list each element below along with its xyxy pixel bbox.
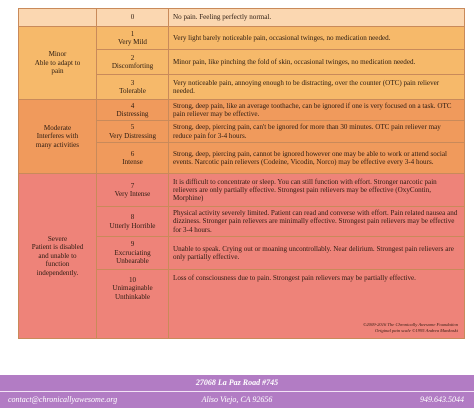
level-cell-4 <box>97 100 169 121</box>
level-number: 6 <box>130 149 135 158</box>
level-description: Very noticeable pain, annoying enough to be distracting, over the counter (OTC) pain reliever needed. <box>169 75 465 100</box>
contact-footer <box>0 375 474 408</box>
level-number: 4 <box>130 101 135 110</box>
level-description: Physical activity severely limited. Patient can read and converse with effort. Pain related nausea and dizziness. Stronger pain relievers are minimally effective. Strongest pain relievers may be effective for 3-4 hours. <box>169 207 465 237</box>
level-label: Very Distressing <box>108 131 157 140</box>
copyright-line: ©2009-2016 The Chronically Awesome Foundation <box>362 322 458 327</box>
category-cell-none <box>19 9 97 27</box>
level-cell-2 <box>97 50 169 75</box>
level-label: Distressing <box>116 110 149 118</box>
level-number: 7 <box>130 181 135 190</box>
level-label: Excruciating Unbearable <box>114 248 151 266</box>
level-number: 3 <box>130 78 135 87</box>
level-description: Strong, deep pain, like an average toothache, can be ignored if one is very focused on a task. OTC pain reliever may be effective. <box>169 100 465 121</box>
level-description: Very light barely noticeable pain, occasional twinges, no medication needed. <box>169 27 465 50</box>
level-label: Tolerable <box>119 87 146 95</box>
level-cell-10 <box>97 270 169 339</box>
category-minor: Minor Able to adapt to pain <box>19 27 97 100</box>
level-description: Strong, deep, piercing pain, can't be ignored for more than 30 minutes. OTC pain reliever may reduce pain for 3-4 hours. <box>169 121 465 143</box>
category-severe: Severe Patient is disabled and unable to function independently. <box>19 174 97 339</box>
category-moderate: Moderate Interferes with many activities <box>19 100 97 174</box>
level-cell-8 <box>97 207 169 237</box>
level-number: 5 <box>130 123 135 132</box>
footer-divider <box>0 391 474 392</box>
level-description: Strong, deep, piercing pain, cannot be ignored however one may be able to work or attend social events. Narcotic pain relievers (Codeine, Vicodin, Norco) may be effective every 3-4 hours. <box>169 143 465 174</box>
level-cell-5 <box>97 121 169 143</box>
level-description: Unable to speak. Crying out or moaning uncontrollably. Near delirium. Strongest pain relievers are only partially effective. <box>169 237 465 270</box>
level-cell-6 <box>97 143 169 174</box>
level-number: 1 <box>130 29 135 38</box>
level-description: Loss of consciousness due to pain. Strongest pain relievers may be partially effective. <box>173 274 416 282</box>
pain-level-row-0 <box>19 9 465 27</box>
level-number: 9 <box>130 240 135 249</box>
level-label: Utterly Horrible <box>109 221 156 230</box>
level-label: Discomforting <box>111 62 154 70</box>
pain-level-row-1 <box>19 27 465 50</box>
level-description-cell <box>169 270 465 339</box>
level-label: Intense <box>122 158 143 166</box>
level-number: 8 <box>130 213 135 222</box>
level-cell-3 <box>97 75 169 100</box>
level-description: No pain. Feeling perfectly normal. <box>169 9 465 27</box>
level-label: Very Intense <box>114 190 151 198</box>
level-cell-7 <box>97 174 169 207</box>
level-number: 0 <box>130 13 135 22</box>
level-cell-0 <box>97 9 169 27</box>
pain-scale-table <box>18 8 465 339</box>
level-cell-9 <box>97 237 169 270</box>
street-address: 27068 La Paz Road #745 <box>195 378 279 387</box>
copyright-credits <box>363 322 458 334</box>
level-label: Very Mild <box>118 38 147 46</box>
level-number: 2 <box>130 53 135 62</box>
level-cell-1 <box>97 27 169 50</box>
phone-number[interactable]: 949.643.5044 <box>420 395 464 404</box>
level-description: It is difficult to concentrate or sleep. You can still function with effort. Stronger narcotic pain relievers are only partially effective. Strongest pain relievers may be effective (OxyContin, Morphine) <box>169 174 465 207</box>
level-label: Unimaginable Unthinkable <box>112 284 153 301</box>
contact-email-link[interactable]: contact@chronicallyawesome.org <box>8 395 118 404</box>
pain-level-row-4 <box>19 100 465 121</box>
level-description: Minor pain, like pinching the fold of skin, occasional twinges, no medication needed. <box>169 50 465 75</box>
level-number: 10 <box>128 276 137 284</box>
city-state-zip: Aliso Viejo, CA 92656 <box>201 395 273 404</box>
original-scale-credit: Original pain scale ©1995 Andrea Mankoski <box>375 328 458 333</box>
pain-level-row-7 <box>19 174 465 207</box>
